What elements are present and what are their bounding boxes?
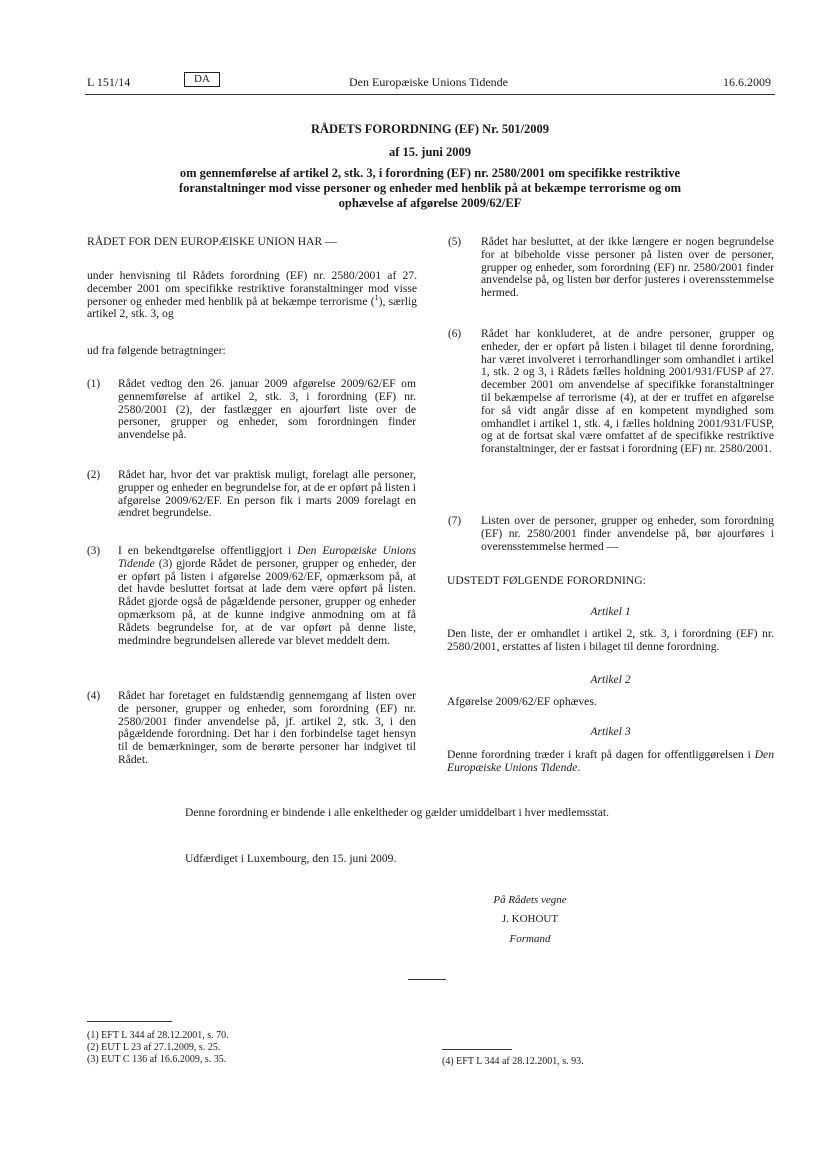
article-1-text: Den liste, der er omhandlet i artikel 2, stk. 3, i forordning (EF) nr. 2580/2001, erstattes af listen i bilaget til denne forordning. <box>447 627 774 653</box>
footnote-rule-right <box>442 1049 512 1050</box>
footnote-rule-left <box>87 1021 172 1022</box>
recital-number: (6) <box>448 328 462 340</box>
recital-4: Rådet har foretaget en fuldstændig gennemgang af listen over de personer, grupper og enheder, som forordning (EF) nr. 2580/2001 finder anvendelse på, jf. artikel 2, stk. 3, i den pågældende forordning. Det har i den forbindelse taget hensyn til de bemærkninger, som de berørte personer har indgivet til Rådet. <box>118 689 416 766</box>
done-at: Udfærdiget i Luxembourg, den 15. juni 2009. <box>185 852 397 865</box>
having-regard: under henvisning til Rådets forordning (EF) nr. 2580/2001 af 27. december 2001 om specifikke restriktive foranstaltninger mod visse personer og enheder med henblik på at bekæmpe terrorisme ($^1$), særlig artikel 2, stk. 3, og <box>87 269 417 321</box>
regulation-title: RÅDETS FORORDNING (EF) Nr. 501/2009 <box>310 122 550 136</box>
recital-1: Rådet vedtog den 26. januar 2009 afgørelse 2009/62/EF om gennemførelse af artikel 2, stk. 3, i forordning (EF) nr. 2580/2001 (2), der fastlægger en ajourført liste over de personer, grupper og enheder, som forordningen finder anvendelse på. <box>118 377 416 442</box>
footnote-4: (4) EFT L 344 af 28.12.2001, s. 93. <box>442 1056 584 1067</box>
recital-number: (7) <box>448 515 462 527</box>
language-badge: DA <box>184 72 220 87</box>
article-2-text: Afgørelse 2009/62/EF ophæves. <box>447 695 597 708</box>
article-3-text: Denne forordning træder i kraft på dagen for offentliggørelsen i Den Europæiske Unions Tidende. <box>447 748 774 774</box>
recital-3: I en bekendtgørelse offentliggjort i Den Europæiske Unions Tidende (3) gjorde Rådet de personer, grupper og enheder, der er opført på listen i afgørelse 2009/62/EF, opmærksom på, at det havde besluttet fortsat at lade dem være opført på listen. Rådet gjorde også de pågældende personer, grupper og enheder opmærksom på, at de kunne indgive anmodning om at få Rådets begrundelse for, at de var opført på denne liste, medmindre begrundelsen allerede var blevet meddelt dem. <box>118 544 416 647</box>
signatory-role: Formand <box>509 933 551 945</box>
recital-number: (3) <box>87 545 101 557</box>
recital-number: (4) <box>87 690 101 702</box>
regulation-date: af 15. juni 2009 <box>389 145 471 159</box>
footnote-1: (1) EFT L 344 af 28.12.2001, s. 70. <box>87 1030 229 1041</box>
recital-6: Rådet har konkluderet, at de andre personer, grupper og enheder, der er opført på listen i bilaget til denne forordning, har været involveret i terrorhandlinger som omhandlet i artikel 1, stk. 2 og 3, i Rådets fælles holdning 2001/931/FUSP af 27. december 2001 om anvendelse af specifikke foranstaltninger til bekæmpelse af terrorisme (4), at der er truffet en afgørelse for så vidt angår disse af en kompetent myndighed som omhandlet i artikel 1, stk. 4, i fælles holdning 2001/931/FUSP, og at de fortsat skal være omfattet af de specifikke restriktive foranstaltninger, der er fastsat i forordning (EF) nr. 2580/2001. <box>481 327 774 456</box>
regulation-subject: om gennemførelse af artikel 2, stk. 3, i forordning (EF) nr. 2580/2001 om specifikke restriktive foranstaltninger mod visse personer og enheder med henblik på at bekæmpe terrorisme og om ophævelse af afgørelse 2009/62/EF <box>178 166 682 210</box>
recital-5: Rådet har besluttet, at der ikke længere er nogen begrundelse for at bibeholde visse personer på listen over de personer, grupper og enheder, som forordning (EF) nr. 2580/2001 finder anvendelse på, og listen bør derfor justeres i overensstemmelse hermed. <box>481 235 774 300</box>
signatory-name: J. KOHOUT <box>501 913 559 925</box>
adoption-statement: UDSTEDT FØLGENDE FORORDNING: <box>447 574 646 587</box>
recital-number: (2) <box>87 469 101 481</box>
footnote-3: (3) EUT C 136 af 16.6.2009, s. 35. <box>87 1054 227 1065</box>
recital-2: Rådet har, hvor det var praktisk muligt, forelagt alle personer, grupper og enheder en begrundelse for, at de er opført på listen i afgørelse 2009/62/EF. En person fik i marts 2009 forelagt en ændret begrundelse. <box>118 468 416 520</box>
recital-7: Listen over de personer, grupper og enheder, som forordning (EF) nr. 2580/2001 finder anvendelse på, bør ajourføres i overensstemmelse hermed — <box>481 514 774 553</box>
article-3-heading: Artikel 3 <box>590 725 631 738</box>
publication-date: 16.6.2009 <box>723 75 771 89</box>
journal-title: Den Europæiske Unions Tidende <box>349 75 508 89</box>
article-2-heading: Artikel 2 <box>590 673 631 686</box>
footnote-2: (2) EUT L 23 af 27.1.2009, s. 25. <box>87 1042 221 1053</box>
recital-number: (1) <box>87 378 101 390</box>
header-rule <box>85 94 775 95</box>
signature-for-council: På Rådets vegne <box>493 894 567 906</box>
page-reference: L 151/14 <box>87 75 131 89</box>
whereas-intro: ud fra følgende betragtninger: <box>87 344 226 357</box>
binding-clause: Denne forordning er bindende i alle enkeltheder og gælder umiddelbart i hver medlemsstat. <box>185 806 610 819</box>
end-separator <box>408 979 446 980</box>
recital-number: (5) <box>448 236 462 248</box>
council-intro: RÅDET FOR DEN EUROPÆISKE UNION HAR — <box>87 235 337 248</box>
article-1-heading: Artikel 1 <box>590 605 631 618</box>
